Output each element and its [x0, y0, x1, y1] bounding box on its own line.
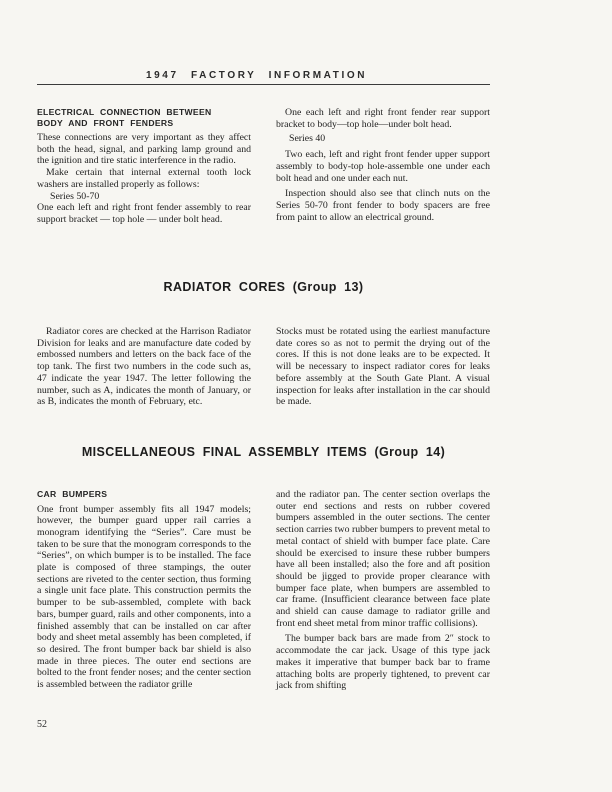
radiator-left-column	[37, 326, 251, 408]
car-bumpers-heading: CAR BUMPERS	[37, 489, 108, 499]
electrical-left-paragraph-1: These connections are very important as they affect both the head, signal, and parking lamp ground and the ignition and tire static interference in the radio.	[37, 132, 251, 167]
bumpers-left-column	[37, 489, 251, 692]
radiator-right-paragraph: Stocks must be rotated using the earliest manufacture date cores so as not to permit the drying out of the cores. If this is not done leaks are to be expected. It will be necessary to inspect radiator cores for leaks before assembly at the South Gate Plant. A visual inspection for leaks after installation in the car should be made.	[276, 326, 490, 408]
header-rule	[37, 84, 490, 85]
electrical-left-paragraph-3: One each left and right front fender assembly to rear support bracket — top hole — under bolt head.	[37, 202, 251, 225]
radiator-cores-heading: RADIATOR CORES (Group 13)	[163, 280, 364, 294]
running-head-title: 1947 FACTORY INFORMATION	[145, 70, 368, 81]
electrical-right-paragraph-3: Inspection should also see that clinch nuts on the Series 50-70 front fender to body spacers are free from paint to allow an electrical ground.	[276, 188, 490, 223]
page-number: 52	[37, 719, 47, 730]
electrical-section-heading	[37, 107, 251, 128]
electrical-right-paragraph-1: One each left and right front fender rear support bracket to body—top hole—under bolt head.	[276, 107, 490, 130]
electrical-heading-line2: BODY AND FRONT FENDERS	[37, 117, 174, 128]
electrical-heading-line1: ELECTRICAL CONNECTION BETWEEN	[37, 107, 212, 117]
section-car-bumpers	[37, 489, 490, 692]
electrical-left-column	[37, 107, 251, 226]
radiator-right-column	[276, 326, 490, 408]
electrical-left-paragraph-2: Make certain that internal external tooth lock washers are installed properly as follows:	[37, 167, 251, 190]
section-electrical-connection	[37, 107, 490, 226]
radiator-left-paragraph: Radiator cores are checked at the Harrison Radiator Division for leaks and are manufacture date coded by embossed numbers and letters on the back face of the top tank. The first two numbers in the code such as, 47 indicate the year 1947. The letter following the number, such as A, indicates the month of January, or as B, indicates the month of February, etc.	[37, 326, 251, 408]
series-50-70-label: Series 50-70	[50, 190, 100, 202]
bumpers-right-column	[276, 489, 490, 692]
electrical-right-column	[276, 107, 490, 226]
series-40-label: Series 40	[289, 133, 326, 145]
section-radiator-cores	[37, 326, 490, 408]
bumpers-right-paragraph-2: The bumper back bars are made from 2″ stock to accommodate the car jack. Usage of this type jack makes it imperative that bumper back bar to frame attaching bolts are properly tightened, to prevent car jack from shifting	[276, 633, 490, 692]
bumpers-left-paragraph: One front bumper assembly fits all 1947 models; however, the bumper guard upper rail carries a monogram identifying the “Series”. Care must be taken to be sure that the monogram corresponds to the “Series”, on which bumper is to be installed. The face plate is composed of three stampings, the outer sections are riveted to the center section, thus forming a single unit face plate. This construction permits the bumper to be sub-assembled, complete with back bars, bumper guard, rails and other components, into a finished assembly that can be installed on car after body and sheet metal assembly has been completed, if so desired. The front bumper back bar shield is also made in three pieces. The outer end sections are bolted to the front fender noses; and the center section is assembled between the radiator grille	[37, 503, 251, 691]
electrical-right-paragraph-2: Two each, left and right front fender upper support assembly to body-top hole-assemble one under each bolt head and one under each nut.	[276, 149, 490, 184]
bumpers-right-paragraph-1: and the radiator pan. The center section overlaps the outer end sections and rests on rubber covered bumpers assembled in the outer sections. The center section carries two rubber bumpers to prevent metal to metal contact of shield with bumper face plate. Care should be exercised to insure these rubber bumpers have all been installed; also the fore and aft position should be jigged to provide proper clearance with bumper face plate, when bumpers are assembled to car frame. (Insufficient clearance between face plate and shield can cause damage to radiator grille and front end sheet metal from minor traffic collisions).	[276, 489, 490, 629]
misc-final-assembly-heading: MISCELLANEOUS FINAL ASSEMBLY ITEMS (Group 14)	[81, 445, 446, 459]
